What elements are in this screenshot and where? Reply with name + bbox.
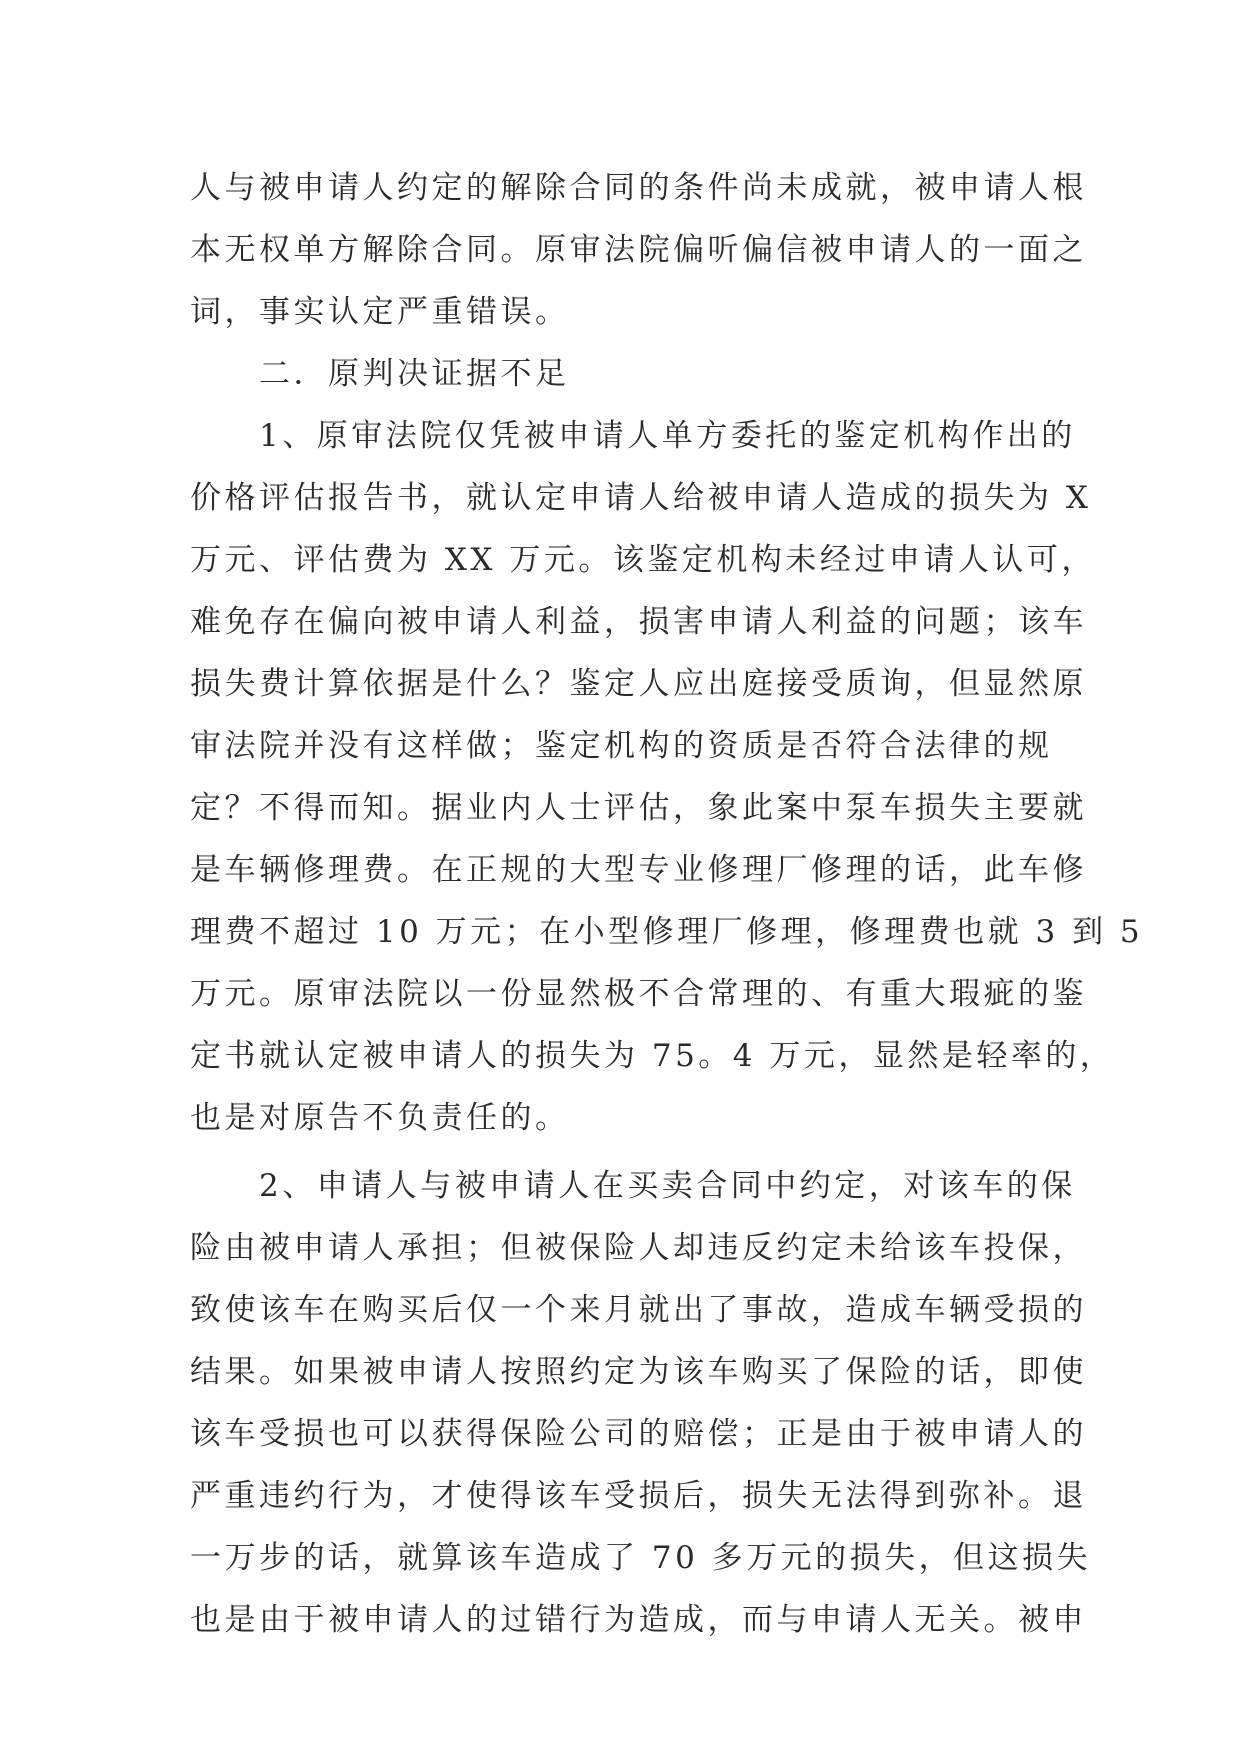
text-line: 也是由于被申请人的过错行为造成，而与申请人无关。被申 [190, 1602, 1087, 1638]
text-line: 也是对原告不负责任的。 [190, 1100, 570, 1136]
text-line: 险由被申请人承担；但被保险人却违反约定未给该车投保， [190, 1230, 1087, 1266]
text-line: 价格评估报告书，就认定申请人给被申请人造成的损失为 X [190, 480, 1092, 516]
text-line: 2、申请人与被申请人在买卖合同中约定，对该车的保 [190, 1168, 1076, 1204]
text-line: 万元、评估费为 XX 万元。该鉴定机构未经过申请人认可， [190, 542, 1096, 578]
text-line: 致使该车在购买后仅一个来月就出了事故，造成车辆受损的 [190, 1292, 1087, 1328]
text-line: 损失费计算依据是什么？鉴定人应出庭接受质询，但显然原 [190, 666, 1087, 702]
document-body [190, 157, 1144, 1651]
text-line: 定书就认定被申请人的损失为 75。4 万元，显然是轻率的， [190, 1038, 1115, 1074]
text-line: 1、原审法院仅凭被申请人单方委托的鉴定机构作出的 [190, 418, 1076, 454]
section-heading: 二．原判决证据不足 [190, 356, 570, 392]
text-line: 人与被申请人约定的解除合同的条件尚未成就，被申请人根 [190, 170, 1087, 206]
text-line: 审法院并没有这样做；鉴定机构的资质是否符合法律的规 [190, 728, 1053, 764]
text-line: 一万步的话，就算该车造成了 70 多万元的损失，但这损失 [190, 1540, 1092, 1576]
text-line: 结果。如果被申请人按照约定为该车购买了保险的话，即使 [190, 1354, 1087, 1390]
text-line: 定？不得而知。据业内人士评估，象此案中泵车损失主要就 [190, 790, 1087, 826]
text-line: 本无权单方解除合同。原审法院偏听偏信被申请人的一面之 [190, 232, 1087, 268]
text-line: 词，事实认定严重错误。 [190, 294, 570, 330]
text-line: 该车受损也可以获得保险公司的赔偿；正是由于被申请人的 [190, 1416, 1087, 1452]
text-line: 是车辆修理费。在正规的大型专业修理厂修理的话，此车修 [190, 852, 1087, 888]
text-line: 难免存在偏向被申请人利益，损害申请人利益的问题；该车 [190, 604, 1087, 640]
text-line: 严重违约行为，才使得该车受损后，损失无法得到弥补。退 [190, 1478, 1087, 1514]
text-line: 万元。原审法院以一份显然极不合常理的、有重大瑕疵的鉴 [190, 976, 1087, 1012]
text-line: 理费不超过 10 万元；在小型修理厂修理，修理费也就 3 到 5 [190, 914, 1144, 950]
